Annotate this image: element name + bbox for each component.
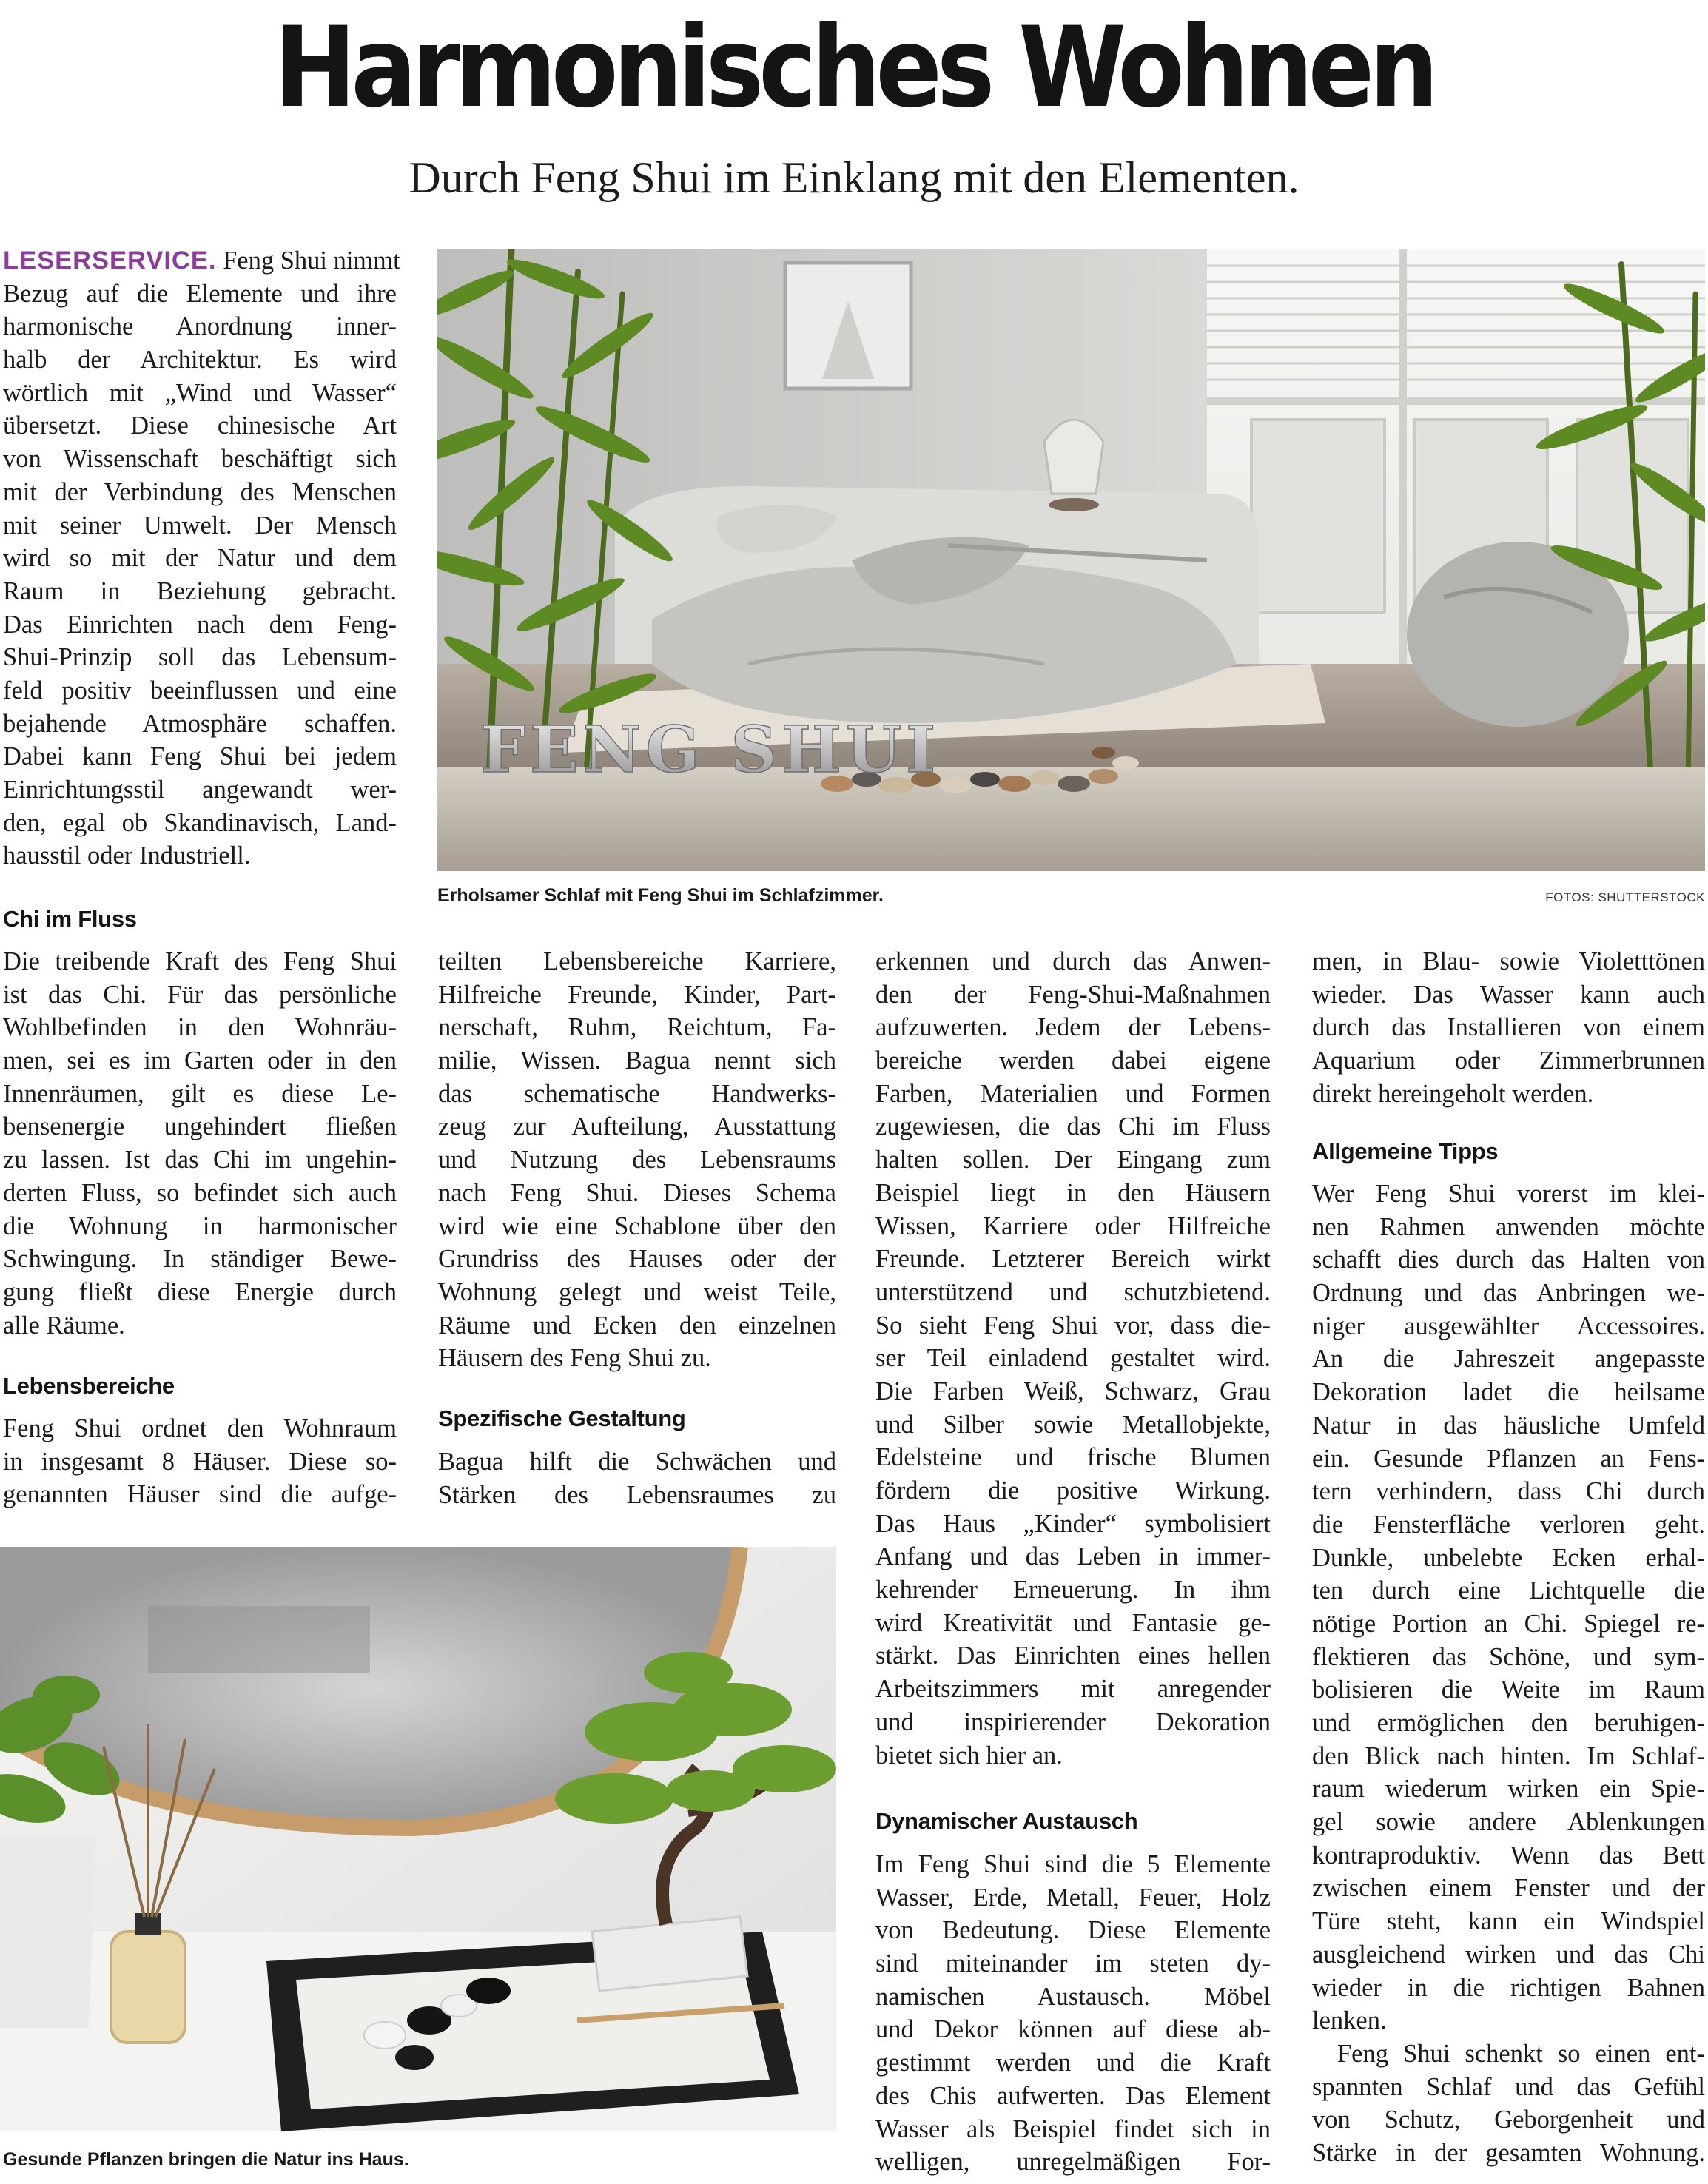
text-line: Ordnung und das Anbringen we-: [1312, 1279, 1705, 1308]
text-line: schafft dies durch das Halten von: [1312, 1246, 1705, 1274]
paragraph-chi-im-fluss: [3, 945, 397, 1342]
text-line: Stärke in der gesamten Wohnung.: [1312, 2139, 1705, 2168]
text-line: Feng Shui schenkt so einen ent-: [1337, 2040, 1705, 2068]
text-line: derten Fluss, so befindet sich auch: [3, 1178, 397, 1207]
text-line: raum wiederum wirken ein Spie-: [1312, 1775, 1705, 1804]
text-line: bensenergie ungehindert fließen: [3, 1112, 397, 1141]
text-line: men, in Blau- sowie Violetttönen: [1312, 947, 1705, 975]
text-line: durch das Installieren von einem: [1312, 1013, 1705, 1042]
text-line: übersetzt. Diese chinesische Art: [3, 411, 397, 440]
subtitle: Durch Feng Shui im Einklang mit den Elementen.: [408, 153, 1300, 202]
text-line: bereiche werden dabei eigene: [875, 1046, 1271, 1075]
feng-shui-lettering: Feng Shui: [480, 713, 941, 787]
text-line: milie, Wissen. Bagua nennt sich: [438, 1046, 836, 1075]
text-line: den, egal ob Skandinavisch, Land-: [3, 808, 397, 837]
text-line: Wasser, Erde, Metall, Feuer, Holz: [875, 1883, 1271, 1912]
text-line: die Wohnung in harmonischer: [3, 1212, 397, 1240]
text-line: Dunkle, unbelebte Ecken erhal-: [1312, 1543, 1705, 1572]
text-line: wird Kreativität und Fantasie ge-: [875, 1608, 1271, 1637]
text-line: Innenräumen, gilt es diese Le-: [3, 1079, 397, 1108]
text-line: Wasser als Beispiel findet sich in: [875, 2114, 1271, 2143]
text-line: Wer Feng Shui vorerst im klei-: [1312, 1180, 1705, 1208]
text-line: Grundriss des Hauses oder der: [438, 1245, 836, 1274]
text-line: teilten Lebensbereiche Karriere,: [438, 947, 836, 975]
text-line: LESERSERVICE. Feng Shui nimmt: [3, 246, 400, 275]
text-line: Stärken des Lebensraumes zu: [438, 1480, 836, 1509]
text-line: von Bedeutung. Diese Elemente: [875, 1916, 1271, 1945]
text-line: nach Feng Shui. Dieses Schema: [438, 1178, 836, 1207]
text-line: namischen Austausch. Möbel: [875, 1982, 1271, 2011]
text-line: men, sei es im Garten oder in den: [3, 1046, 397, 1075]
heading-dynamischer-austausch: Dynamischer Austausch: [875, 1808, 1138, 1834]
text-line: kontraproduktiv. Wenn das Bett: [1312, 1841, 1705, 1869]
photo-credit: FOTOS: SHUTTERSTOCK: [1545, 890, 1705, 904]
heading-spezifische-gestaltung: Spezifische Gestaltung: [438, 1405, 686, 1431]
text-line: Hilfreiche Freunde, Kinder, Part-: [438, 980, 836, 1009]
text-line: erkennen und durch das Anwen-: [875, 947, 1271, 975]
caption-bedroom: Erholsamer Schlaf mit Feng Shui im Schlafzimmer.: [437, 885, 884, 906]
paragraph-lebensbereiche-cont: [438, 945, 836, 1375]
text-line: fördern die positive Wirkung.: [875, 1476, 1271, 1505]
text-line: feld positiv beeinflussen und eine: [3, 676, 397, 705]
paragraph-tipps-closing: [1312, 2037, 1705, 2170]
text-line: Die treibende Kraft des Feng Shui: [3, 947, 397, 975]
text-line: niger ausgewählter Accessoires.: [1312, 1311, 1705, 1340]
text-line: Natur in das häusliche Umfeld: [1312, 1411, 1705, 1439]
text-line: halten sollen. Der Eingang zum: [875, 1146, 1271, 1175]
text-line: gel sowie andere Ablenkungen: [1312, 1808, 1705, 1837]
text-line: ausgleichend wirken und das Chi: [1312, 1940, 1705, 1969]
text-line: ser Teil einladend gestaltet wird.: [875, 1344, 1271, 1373]
wall-picture: [785, 263, 911, 389]
text-line: nötige Portion an Chi. Spiegel re-: [1312, 1609, 1705, 1638]
paragraph-gestaltung-cont: [875, 945, 1271, 1772]
zen-garden-illustration: [0, 1547, 836, 2131]
text-line: Die Farben Weiß, Schwarz, Grau: [875, 1377, 1271, 1405]
text-line: hausstil oder Industriell.: [3, 841, 251, 870]
text-line: Bagua hilft die Schwächen und: [438, 1448, 836, 1476]
text-line: und Nutzung des Lebensraums: [438, 1146, 836, 1175]
text-line: Räume und Ecken den einzelnen: [438, 1311, 836, 1340]
paragraph-gestaltung-start: [438, 1445, 836, 1511]
headline: Harmonisches Wohnen: [274, 4, 1434, 132]
paragraph-austausch-start: [875, 1848, 1271, 2179]
text-line: alle Räume.: [3, 1311, 125, 1340]
text-line: wörtlich mit „Wind und Wasser“: [3, 378, 397, 407]
text-line: Türe steht, kann ein Windspiel: [1312, 1907, 1705, 1936]
text-line: unterstützend und schutzbietend.: [875, 1277, 1271, 1306]
text-line: Häusern des Feng Shui zu.: [438, 1344, 711, 1373]
text-line: flektieren das Schöne, und sym-: [1312, 1642, 1705, 1671]
text-line: in insgesamt 8 Häuser. Diese so-: [3, 1447, 397, 1476]
text-line: und Dekor können auf diese ab-: [875, 2015, 1271, 2044]
text-line: Schwingung. In ständiger Bewe-: [3, 1245, 397, 1274]
text-line: halb der Architektur. Es wird: [3, 346, 397, 374]
text-line: das schematische Handwerks-: [438, 1079, 836, 1108]
text-line: wieder in die richtigen Bahnen: [1312, 1973, 1705, 2002]
text-line: zeug zur Aufteilung, Ausstattung: [438, 1112, 836, 1141]
text-line: So sieht Feng Shui vor, dass die-: [875, 1311, 1271, 1340]
text-line: Einrichtungsstil angewandt wer-: [3, 776, 397, 804]
text-line: Das Haus „Kinder“ symbolisiert: [875, 1509, 1271, 1538]
text-line: den der Feng-Shui-Maßnahmen: [875, 980, 1271, 1009]
text-line: Arbeitszimmers mit anregender: [875, 1675, 1271, 1704]
text-line: nen Rahmen anwenden möchte: [1312, 1212, 1705, 1241]
text-line: zu lassen. Ist das Chi im ungehin-: [3, 1146, 397, 1175]
text-line: harmonische Anordnung inner-: [3, 312, 397, 341]
text-line: Bezug auf die Elemente und ihre: [3, 279, 397, 308]
text-line: ten durch eine Lichtquelle die: [1312, 1576, 1705, 1605]
text-line: ist das Chi. Für das persönliche: [3, 980, 397, 1009]
text-line: zwischen einem Fenster und der: [1312, 1874, 1705, 1903]
text-line: mit der Verbindung des Menschen: [3, 477, 397, 506]
heading-lebensbereiche: Lebensbereiche: [3, 1373, 175, 1399]
paragraph-tipps: [1312, 1177, 1705, 2037]
text-line: bejahende Atmosphäre schaffen.: [3, 709, 397, 738]
text-line: Wohlbefinden in den Wohnräu-: [3, 1013, 397, 1042]
text-line: von Wissenschaft beschäftigt sich: [3, 445, 397, 474]
text-line: Feng Shui ordnet den Wohnraum: [3, 1414, 397, 1442]
text-line: Im Feng Shui sind die 5 Elemente: [875, 1850, 1271, 1878]
text-line: Aquarium oder Zimmerbrunnen: [1312, 1046, 1705, 1075]
kicker: LESERSERVICE.: [3, 246, 217, 275]
text-line: von Schutz, Geborgenheit und: [1312, 2106, 1705, 2134]
text-line: Raum in Beziehung gebracht.: [3, 577, 397, 605]
text-line: wieder. Das Wasser kann auch: [1312, 980, 1705, 1009]
text-line: An die Jahreszeit angepasste: [1312, 1345, 1705, 1374]
text-line: bietet sich hier an.: [875, 1741, 1063, 1770]
bedroom-illustration: [437, 249, 1705, 871]
text-line: gestimmt werden und die Kraft: [875, 2049, 1271, 2077]
text-line: ein. Gesunde Pflanzen an Fens-: [1312, 1444, 1705, 1473]
paragraph-austausch-cont: [1312, 945, 1705, 1110]
text-line: Das Einrichten nach dem Feng-: [3, 610, 397, 639]
text-line: und ermöglichen den beruhigen-: [1312, 1709, 1705, 1737]
text-line: bolisieren die Weite im Raum: [1312, 1676, 1705, 1704]
text-line: die Fensterfläche verloren geht.: [1312, 1510, 1705, 1539]
text-line: aufzuwerten. Jedem der Lebens-: [875, 1013, 1271, 1042]
text-line: Beispiel liegt in den Häusern: [875, 1178, 1271, 1207]
text-line: Shui-Prinzip soll das Lebensum-: [3, 643, 397, 672]
heading-chi-im-fluss: Chi im Fluss: [3, 906, 137, 932]
text-line: stärkt. Das Einrichten eines hellen: [875, 1642, 1271, 1670]
text-line: Farben, Materialien und Formen: [875, 1079, 1271, 1108]
text-line: zugewiesen, die das Chi im Fluss: [875, 1112, 1271, 1141]
paragraph-lebensbereiche-start: [3, 1412, 397, 1511]
text-line: wird so mit der Natur und dem: [3, 544, 397, 573]
text-line: welligen, unregelmäßigen For-: [875, 2148, 1271, 2177]
text-line: lenken.: [1312, 2006, 1387, 2035]
photo-bedroom: [437, 249, 1705, 871]
text-line: Wohnung gelegt und weist Teile,: [438, 1277, 836, 1306]
text-line: direkt hereingeholt werden.: [1312, 1079, 1594, 1108]
text-line: sind miteinander im steten dy-: [875, 1949, 1271, 1978]
text-line: Dabei kann Feng Shui bei jedem: [3, 742, 397, 771]
text-line: spannten Schlaf und das Gefühl: [1312, 2072, 1705, 2101]
text-line: nerschaft, Ruhm, Reichtum, Fa-: [438, 1013, 836, 1042]
text-line: gung fließt diese Energie durch: [3, 1277, 397, 1306]
text-line: des Chis aufwerten. Das Element: [875, 2081, 1271, 2110]
text-line: Edelsteine und frische Blumen: [875, 1443, 1271, 1472]
text-line: den Blick nach hinten. Im Schlaf-: [1312, 1741, 1705, 1770]
text-line: Anfang und das Leben in immer-: [875, 1542, 1271, 1571]
text-line: und inspirierender Dekoration: [875, 1707, 1271, 1736]
text-line: mit seiner Umwelt. Der Mensch: [3, 511, 397, 540]
heading-allgemeine-tipps: Allgemeine Tipps: [1312, 1138, 1499, 1164]
intro-paragraph: [3, 244, 400, 873]
text-line: und Silber sowie Metallobjekte,: [875, 1410, 1271, 1439]
text-line: genannten Häuser sind die aufge-: [3, 1480, 397, 1509]
text-line: Dekoration ladet die heilsame: [1312, 1378, 1705, 1407]
caption-zen-garden: Gesunde Pflanzen bringen die Natur ins Haus.: [3, 2149, 409, 2170]
text-line: wird wie eine Schablone über den: [438, 1212, 836, 1240]
text-line: kehrender Erneuerung. In ihm: [875, 1576, 1271, 1605]
photo-zen-garden: [0, 1547, 836, 2131]
text-line: tern verhindern, dass Chi durch: [1312, 1477, 1705, 1506]
text-line: Wissen, Karriere oder Hilfreiche: [875, 1212, 1271, 1240]
text-line: Freunde. Letzterer Bereich wirkt: [875, 1245, 1271, 1274]
